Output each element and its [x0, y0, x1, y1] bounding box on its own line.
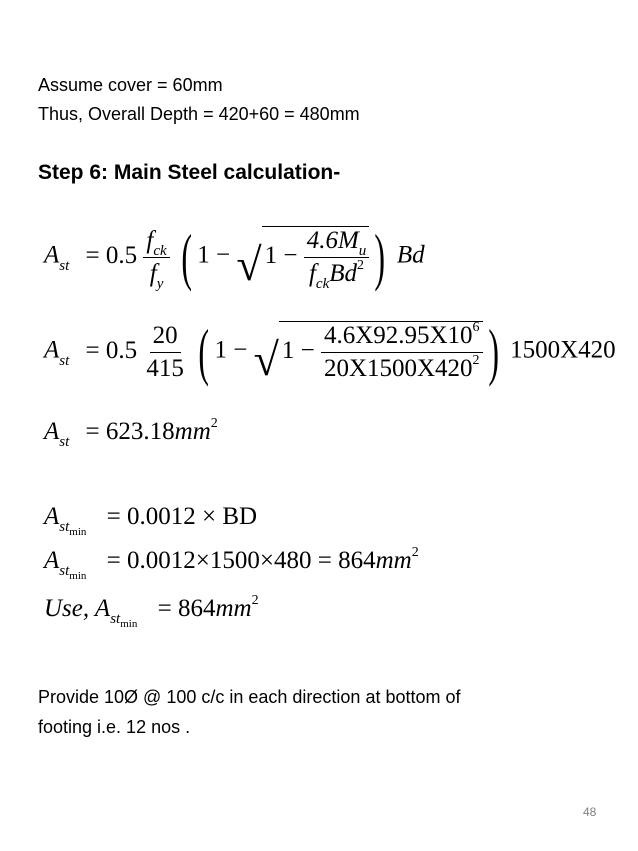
equation-ast-result: $A_{st} = 623.18mm^2$: [44, 416, 218, 450]
page-number: 48: [583, 805, 597, 819]
eq1-radical: √ 1 − $\frac{4.6M_u}{f_{ck}Bd^2}$: [236, 226, 369, 288]
cover-assumption: Assume cover = 60mm: [38, 75, 223, 95]
overall-depth: Thus, Overall Depth = 420+60 = 480mm: [38, 104, 360, 124]
eq2-radical: √ 1 − $\frac{4.6X92.95X10^6}{20X1500X420^2}$: [254, 321, 483, 383]
provide-reinforcement-line1: Provide 10Ø @ 100 c/c in each direction at bottom of: [38, 687, 461, 707]
eq2-fraction: $\frac{20}{415}$: [146, 321, 184, 382]
equation-use-ast-min: Use, $A_{st_{min}} = 864mm^2$: [44, 593, 259, 630]
equation-ast-substituted: $A_{st} = 0.5$ $\frac{20}{415}$ ( 1 − √ 1 − $\frac{4.6X92.95X10^6}{20X1500X420^2}$ ) 1500X420: [44, 316, 616, 387]
step-heading: Step 6: Main Steel calculation-: [38, 161, 341, 184]
equation-ast-formula: $A_{st} = 0.5$ $\frac{f_{ck}}{f_y}$ ( 1 − √ 1 − $\frac{4.6M_u}{f_{ck}Bd^2}$ ) Bd: [44, 221, 425, 292]
eq1-lhs: A: [44, 241, 60, 269]
equation-ast-min-value: $A_{st_{min}} = 0.0012\times 1500\times 480 = 864mm^2$: [44, 545, 419, 582]
eq1-fraction: $\frac{f_{ck}}{f_y}$: [143, 227, 169, 288]
provide-reinforcement-line2: footing i.e. 12 nos .: [38, 717, 191, 737]
equation-ast-min-formula: $A_{st_{min}} = 0.0012$ × BD: [44, 503, 258, 538]
